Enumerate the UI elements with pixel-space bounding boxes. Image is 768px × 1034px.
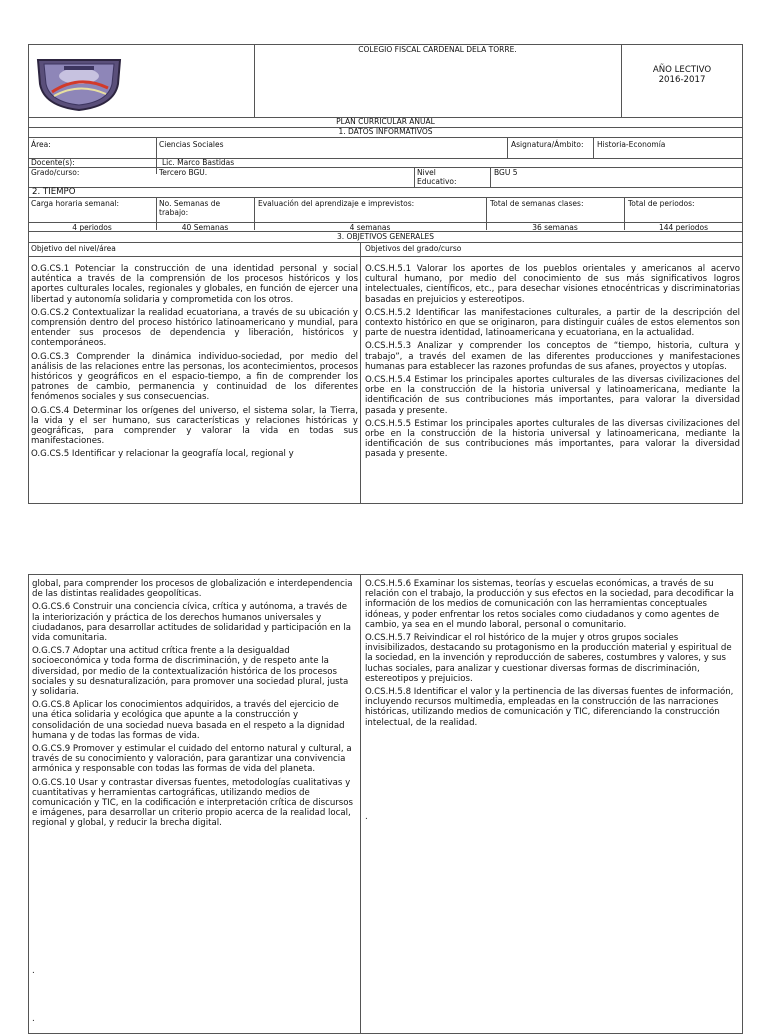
objetivos-left-page1 [31,264,358,502]
stray-mark: . [365,812,368,822]
tiempo-value-semanas: 40 Semanas [181,223,229,232]
tiempo-header-total-periodos: Total de periodos: [628,199,695,208]
nivel-value: BGU 5 [494,168,518,177]
area-value: Ciencias Sociales [159,140,224,149]
objective-text: global, para comprender los procesos de globalización e interdependencia de las distintas realidades geopolíticas. [32,579,353,600]
tiempo-value-total-semanas: 36 semanas [532,223,578,232]
objective-text: O.G.CS.2 Contextualizar la realidad ecuatoriana, a través de su ubicación y comprensión dentro del proceso histórico latinoamericano y mundial, para entender sus procesos de dependencia y liberación, históricos y contemporáneos. [31,307,358,349]
col-header-grado-curso: Objetivos del grado/curso [365,244,462,253]
objetivos-left-page2 [32,579,354,832]
plan-title: PLAN CURRICULAR ANUAL [336,117,435,126]
grado-value: Tercero BGU. [159,168,208,177]
objective-text: O.CS.H.5.1 Valorar los aportes de los pueblos orientales y americanos al acervo cultural humano, por medio del conocimiento de sus más significativos logros intelectuales, científicos, etc., para desechar visiones etnocéntricas y discriminatorias basadas en prejuicios y estereotipos. [365,264,740,305]
objetivos-right-page2 [365,579,740,731]
objective-text: O.G.CS.8 Aplicar los conocimientos adquiridos, a través del ejercicio de una ética solidaria y ecológica que apunte a la construcción y consolidación de una sociedad nueva basada en el respeto a la dignidad humana y de todas las formas de vida. [32,700,345,741]
objective-text: O.CS.H.5.2 Identificar las manifestaciones culturales, a partir de la descripción del contexto histórico en que se originaron, para distinguir cuáles de estos elementos son parte de nuestra identidad, latinoamericana y ecuatoriana, en la actualidad. [365,307,740,339]
tiempo-header-carga: Carga horaria semanal: [31,199,120,208]
academic-year-value: 2016-2017 [658,75,706,85]
nivel-label: Nivel Educativo: [417,168,457,186]
objective-text: O.G.CS.7 Adoptar una actitud crítica frente a la desigualdad socioeconómica y toda forma de discriminación, y de respeto ante la diversidad, por medio de la contextualización histórica de los procesos sociales y su desnaturalización, para promover una sociedad plural, justa y solidaria. [32,646,349,698]
school-name: COLEGIO FISCAL CARDENAL DELA TORRE. [358,45,517,54]
objective-text: O.CS.H.5.5 Estimar los principales aportes culturales de las diversas civilizaciones del orbe en la construcción de la historia universal y latinoamericana, mediante la identificación de sus contribuciones más importantes, para valorar la diversidad pasada y presente. [365,418,740,460]
page-1-table [28,44,743,504]
asignatura-label: Asignatura/Ámbito: [511,140,584,149]
tiempo-header-semanas: No. Semanas de trabajo: [159,199,221,217]
objective-text: O.G.CS.6 Construir una conciencia cívica, crítica y autónoma, a través de la interiorización y práctica de los derechos humanos universales y ciudadanos, para desarrollar actitudes de solidaridad y participación en la vida comunitaria. [32,602,352,644]
tiempo-value-total-periodos: 144 periodos [658,223,709,232]
objective-text: O.G.CS.4 Determinar los orígenes del universo, el sistema solar, la Tierra, la vida y el ser humano, sus características y relaciones históricas y geográficas, para comprender y valorar la vida en todas sus manifestaciones. [31,405,358,447]
objective-text: O.G.CS.5 Identificar y relacionar la geografía local, regional y [31,449,294,460]
tiempo-header-total-semanas: Total de semanas clases: [490,199,584,208]
docente-value: Lic. Marco Bastidas [162,158,235,167]
col-header-nivel-area: Objetivo del nivel/área [31,244,116,253]
stray-mark: . [32,966,35,976]
objective-text: O.CS.H.5.8 Identificar el valor y la pertinencia de las diversas fuentes de información, incluyendo recursos multimedia, empleadas en la construcción de las narraciones históricas, utilizando medios de comunicación y TIC, diferenciando la construcción intelectual, de la realidad. [365,687,734,728]
objective-text: O.G.CS.1 Potenciar la construcción de una identidad personal y social auténtica a través de la comprensión de los procesos históricos y los aportes culturales locales, regionales y globales, en función de ejercer una libertad y autonomía solidaria y comprometida con los otros. [31,264,358,305]
section-datos-informativos: 1. DATOS INFORMATIVOS [338,127,433,136]
page-2-table [28,574,743,1024]
tiempo-header-evaluacion: Evaluación del aprendizaje e imprevistos: [258,199,415,208]
area-label: Área: [31,140,51,149]
tiempo-value-evaluacion: 4 semanas [349,223,391,232]
objective-text: O.CS.H.5.4 Estimar los principales aportes culturales de las diversas civilizaciones del orbe en la construcción de la historia universal y latinoamericana, mediante la identificación de sus contribuciones más importantes, para valorar la diversidad pasada y presente. [365,375,740,416]
objective-text: O.G.CS.3 Comprender la dinámica individuo-sociedad, por medio del análisis de las relaciones entre las personas, los acontecimientos, procesos históricos y geográficos en el espacio-tiempo, a fin de comprender los patrones de cambio, permanencia y continuidad de los diferentes fenómenos sociales y sus consecuencias. [31,351,358,403]
academic-year-label: AÑO LECTIVO [652,65,712,75]
objective-text: O.CS.H.5.3 Analizar y comprender los conceptos de “tiempo, historia, cultura y trabajo”, a través del examen de las diferentes producciones y manifestaciones humanas para establecer las razones profundas de sus afanes, proyectos y utopías. [365,341,740,372]
school-crest-logo [34,54,124,112]
objective-text: O.CS.H.5.7 Reivindicar el rol histórico de la mujer y otros grupos sociales invisibilizados, destacando su protagonismo en la producción material y espiritual de la sociedad, en la invención y reproducción de saberes, costumbres y valores, y sus luchas sociales, para analizar y cuestionar diversas formas de discriminación, estereotipos y prejuicios. [365,633,732,684]
grado-label: Grado/curso: [31,168,80,177]
objective-text: O.CS.H.5.6 Examinar los sistemas, teorías y escuelas económicas, a través de su relación con el trabajo, la producción y sus efectos en la sociedad, para decodificar la información de los medios de comunicación con las herramientas conceptuales idóneas, y poder enfrentar los retos sociales como ciudadanos y como agentes de cambio, ya sea en el mundo laboral, personal o comunitario. [365,579,734,630]
section-objetivos: 3. OBJETIVOS GENERALES [337,232,434,241]
asignatura-value: Historia-Economía [597,140,666,149]
objetivos-right-page1 [365,264,740,502]
objective-text: O.G.CS.10 Usar y contrastar diversas fuentes, metodologías cualitativas y cuantitativas y herramientas cartográficas, utilizando medios de comunicación y TIC, en la codificación e interpretación crítica de discursos e imágenes, para desarrollar un criterio propio acerca de la realidad local, regional y global, y reducir la brecha digital. [32,777,354,829]
stray-mark: . [32,1014,35,1024]
tiempo-value-carga: 4 periodos [72,223,112,232]
docente-label: Docente(s): [31,158,75,167]
objective-text: O.G.CS.9 Promover y estimular el cuidado del entorno natural y cultural, a través de su conocimiento y valoración, para garantizar una convivencia armónica y responsable con todas las formas de vida del planeta. [32,744,352,775]
section-tiempo: 2. TIEMPO [32,187,76,197]
